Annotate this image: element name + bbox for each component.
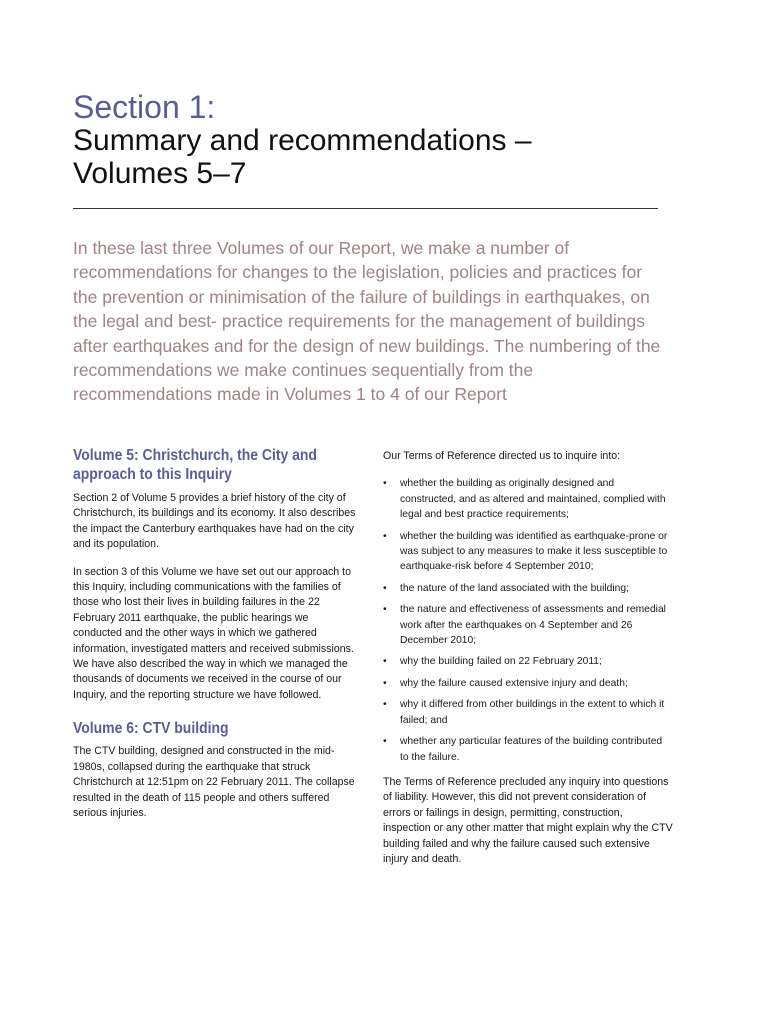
volume-6-paragraph: The CTV building, designed and constructed in the mid-1980s, collapsed during the earthquake that struck Christchurch at 12:51pm on 22 February 2011. The collapse resulted in the death of 115 people and others suffered serious injuries. — [73, 745, 355, 819]
terms-intro: Our Terms of Reference directed us to inquire into: — [383, 450, 621, 462]
right-column — [383, 449, 673, 867]
volume-6-heading: Volume 6: CTV building — [73, 720, 229, 738]
title-line-2: Volumes 5–7 — [73, 157, 247, 190]
list-item: • why the building failed on 22 February 2011; — [383, 654, 673, 669]
list-item: • whether the building was identified as earthquake-prone or was subject to any measures to make it less susceptible to earthquake-risk before 4 September 2010; — [383, 529, 673, 575]
title-divider — [73, 208, 658, 209]
list-item: • why it differed from other buildings in the extent to which it failed; and — [383, 697, 673, 728]
volume-5-heading: Volume 5: Christchurch, the City and approach to this Inquiry — [73, 447, 317, 483]
section-label: Section 1: — [73, 89, 216, 125]
title-line-1: Summary and recommendations – — [73, 124, 532, 157]
volume-5-paragraph-2: In section 3 of this Volume we have set out our approach to this Inquiry, including communications with the families of those who lost their lives in building failures in the 22 February 2011 earthquake, the public hearings we conducted and the other ways in which we gathered information, investigated matters and received submissions. We have also described the way in which we managed the thousands of documents we received in the course of our Inquiry, and the reporting structure we have followed. — [73, 565, 354, 701]
list-item: • the nature of the land associated with the building; — [383, 581, 673, 596]
terms-closing-paragraph: The Terms of Reference precluded any inquiry into questions of liability. However, this did not prevent consideration of errors or failings in design, permitting, construction, inspection or any other matter that might explain why the CTV building failed and why the failure caused such extensive injury and death. — [383, 775, 673, 865]
left-column — [73, 446, 358, 821]
volume-5-paragraph-1: Section 2 of Volume 5 provides a brief history of the city of Christchurch, its buildings and its economy. It also describes the impact the Canterbury earthquakes have had on the city and its population. — [73, 492, 356, 551]
terms-list — [383, 476, 673, 765]
list-item: • whether the building as originally designed and constructed, and as altered and maintained, complied with legal and best practice requirements; — [383, 476, 673, 522]
list-item: • whether any particular features of the building contributed to the failure. — [383, 734, 673, 765]
intro-paragraph: In these last three Volumes of our Report, we make a number of recommendations for changes to the legislation, policies and practices for the prevention or minimisation of the failure of buildings in earthquakes, on the legal and best- practice requirements for the management of buildings after earthquakes and for the design of new buildings. The numbering of the recommendations we make continues sequentially from the recommendations made in Volumes 1 to 4 of our Report — [73, 238, 661, 405]
list-item: • the nature and effectiveness of assessments and remedial work after the earthquakes on 4 September and 26 December 2010; — [383, 602, 673, 648]
list-item: • why the failure caused extensive injury and death; — [383, 676, 673, 691]
page-title — [73, 124, 673, 190]
